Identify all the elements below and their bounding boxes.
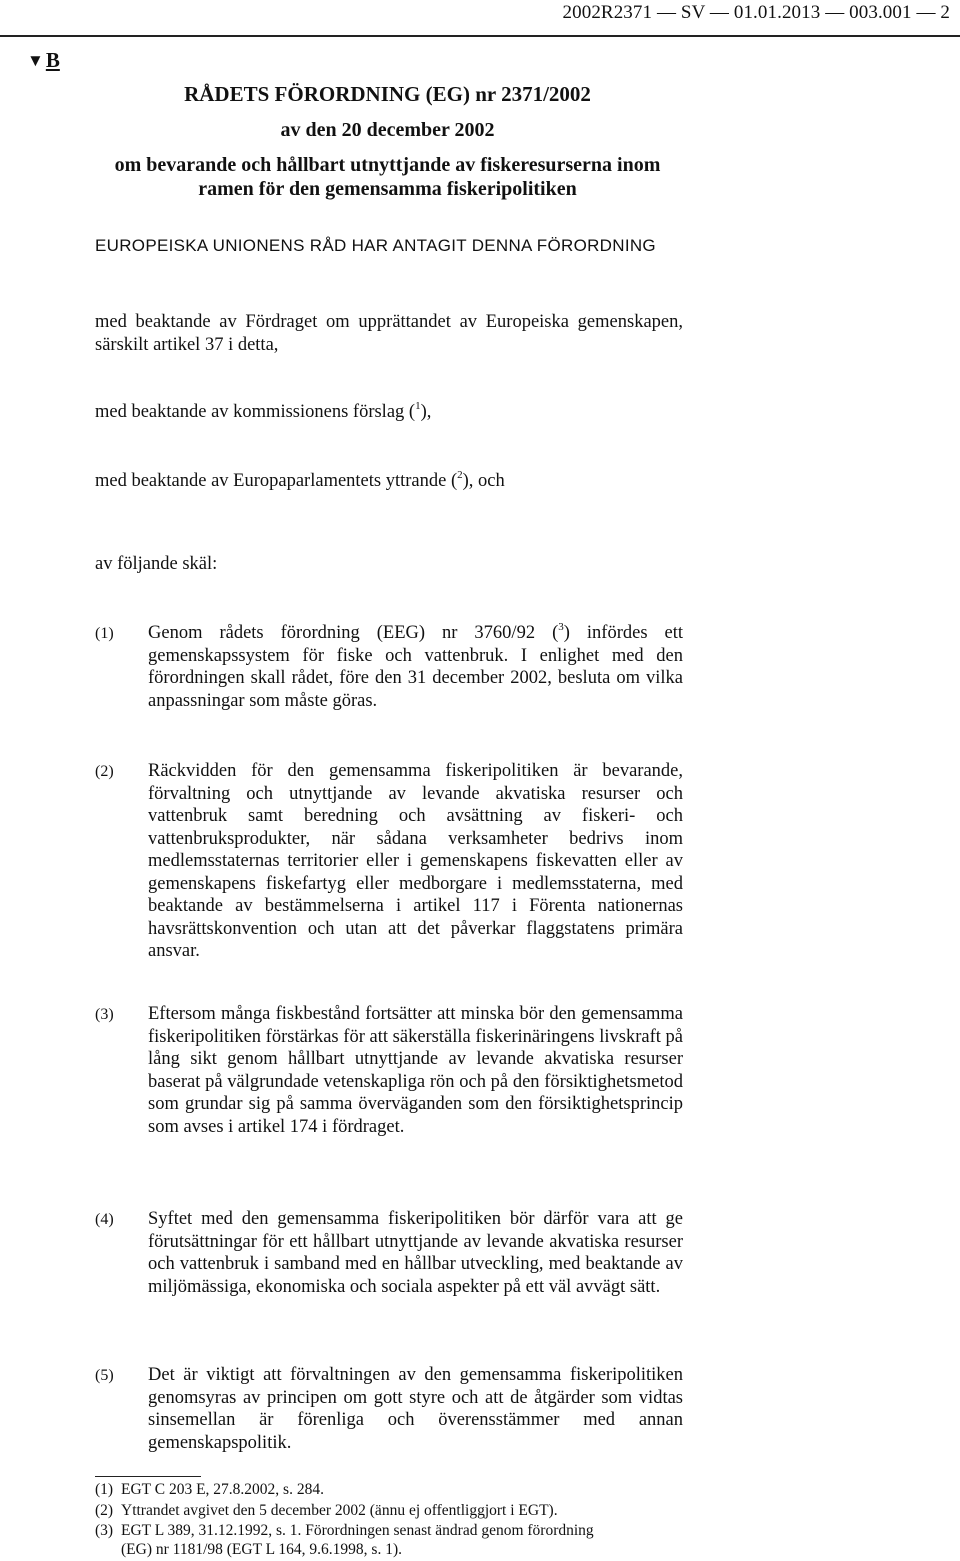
recital-number: (5) [95,1367,114,1384]
regulation-title: RÅDETS FÖRORDNING (EG) nr 2371/2002 [184,82,591,106]
regulation-subject: om bevarande och hållbart utnyttjande av fiskeresurserna inom ramen för den gemensamma fiskeripolitiken [114,154,661,200]
recital-1 [95,622,683,712]
footnote-ref: 1 [415,399,421,412]
footnote-text: Yttrandet avgivet den 5 december 2002 (ännu ej offentliggjort i EGT). [121,1502,558,1519]
marker-letter: B [45,48,60,72]
footnote-text: EGT L 389, 31.12.1992, s. 1. Förordningen senast ändrad genom förordning [121,1522,594,1539]
recital-text-part: Genom rådets förordning (EEG) nr 3760/92 ( [148,623,559,643]
citation-text: ), och [462,471,505,491]
footnote-1 [95,1481,695,1498]
footnote-number: (1) [95,1481,114,1498]
footnote-2 [95,1502,695,1519]
footnote-number: (2) [95,1502,114,1519]
footnote-ref: 3 [558,620,564,633]
enacting-formula: EUROPEISKA UNIONENS RÅD HAR ANTAGIT DENNA FÖRORDNING [95,236,656,255]
footnote-3 [95,1522,695,1539]
citation-commission [95,401,683,424]
footnote-number: (3) [95,1522,114,1539]
footnote-text: EGT C 203 E, 27.8.2002, s. 284. [121,1481,324,1498]
recital-3 [95,1003,683,1138]
citation-text: ), [420,402,432,422]
header-divider [0,35,960,37]
recital-number: (1) [95,625,114,642]
recital-text: Syftet med den gemensamma fiskeripolitiken bör därför vara att ge förutsättningar för ett hållbart utnyttjande av levande akvatiska resurser och vattenbruk i samband med en hållbar utveckling, med beaktande av miljömässiga, ekonomiska och sociala aspekter på ett väl avvägt sätt. [148,1209,683,1297]
footnote-3-continuation: (EG) nr 1181/98 (EGT L 164, 9.6.1998, s. 1). [121,1541,402,1558]
footnote-ref: 2 [457,468,463,481]
footnote-divider [95,1476,201,1477]
recital-text: Räckvidden för den gemensamma fiskeripolitiken är bevarande, förvaltning och utnyttjande av levande akvatiska resurser och vattenbruk samt beredning och avsättning av fiskeri- och vattenbruksprodukter, när sådana verksamheter bedrivs inom medlemsstaternas territorier eller i gemenskapens fiskevatten eller av gemenskapens fiskefartyg eller medborgare i medlemsstaterna, med beaktande av bestämmelserna i artikel 117 i Förenta nationernas havsrättskonvention och utan att det påverkar flaggstatens primära ansvar. [148,761,683,961]
recital-text [148,622,683,712]
recital-4 [95,1208,683,1298]
recital-number: (2) [95,763,114,780]
recital-5 [95,1364,683,1454]
consolidation-marker [27,48,60,73]
recital-text: Eftersom många fiskbestånd fortsätter att minska bör den gemensamma fiskeripolitiken förstärkas för att säkerställa fiskerinäringens livskraft på lång sikt genom hållbart utnyttjande av levande akvatiska resurser baserat på välgrundade vetenskapliga rön och på den försiktighetsmetod som grundar sig på samma överväganden som den försiktighetsprincip som avses i artikel 174 i fördraget. [148,1004,683,1137]
citation-text: med beaktande av Europaparlamentets yttrande ( [95,471,458,491]
recital-number: (3) [95,1006,114,1023]
recitals-intro: av följande skäl: [95,554,218,574]
regulation-date: av den 20 december 2002 [280,119,495,141]
document-header: 2002R2371 — SV — 01.01.2013 — 003.001 — 2 [562,2,950,23]
citation-text: med beaktande av kommissionens förslag ( [95,402,416,422]
citation-parliament [95,470,683,493]
triangle-down-icon: ▼ [27,51,44,70]
citation-treaty: med beaktande av Fördraget om upprättandet av Europeiska gemenskapen, särskilt artikel 37 i detta, [95,312,683,355]
recital-text: Det är viktigt att förvaltningen av den gemensamma fiskeripolitiken genomsyras av principen om gott styre och att de åtgärder som vidtas sinsemellan är förenliga och överensstämmer med annan gemenskapspolitik. [148,1365,683,1453]
recital-number: (4) [95,1211,114,1228]
recital-2 [95,760,683,963]
recital-text-part: ) infördes ett gemenskapssystem för fiske och vattenbruk. I enlighet med den förordningen skall rådet, före den 31 december 2002, besluta om vilka anpassningar som måste göras. [148,623,683,711]
